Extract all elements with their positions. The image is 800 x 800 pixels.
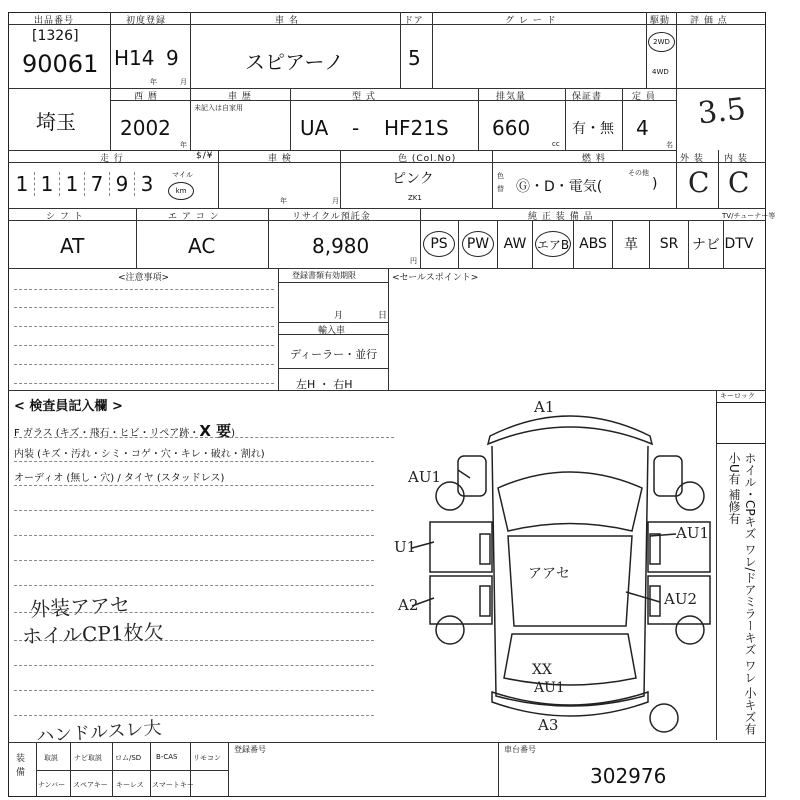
model-label: 型 式 (352, 92, 376, 102)
unit-year: 年 (150, 78, 157, 86)
color-value: ピンク (392, 171, 434, 187)
footer-item-rom-sd: ロム/SD (115, 754, 142, 762)
warranty-value: 有・無 (572, 121, 614, 137)
diagram-mark-a1: A1 (534, 398, 555, 416)
equipment-airbag (533, 220, 574, 268)
diagram-mark-au2: AU2 (664, 590, 698, 608)
fuel-other: その他 (628, 169, 649, 177)
interior-line: 内装 (キズ・汚れ・シミ・コゲ・穴・キレ・破れ・割れ) (14, 449, 265, 460)
frame-number: 302976 (590, 764, 667, 788)
footer-items-label: 装 備 (16, 754, 26, 778)
car-name: スピアーノ (245, 50, 344, 74)
equipment-label-abs: ABS (579, 236, 607, 252)
handwritten-note-1: 外装アアセ (29, 592, 131, 622)
glass-close: ) (231, 428, 236, 439)
sales-point-label: <セールスポイント> (392, 273, 479, 283)
footer-item-keyless: キーレス (116, 781, 144, 789)
footer-item-navi-manual: ナビ取説 (74, 754, 102, 762)
currency-label: $/¥ (196, 151, 214, 161)
first-reg-month: 9 (166, 46, 179, 70)
inspection-month-unit: 月 (332, 197, 339, 205)
model-code: HF21S (384, 116, 449, 140)
audio-line: オーディオ (無し・穴) / タイヤ (スタッドレス) (14, 473, 225, 484)
caution-label: <注意事項> (118, 273, 170, 283)
drive-4wd: 4WD (652, 68, 669, 76)
footer-item-plate: ナンバー (38, 781, 66, 789)
score-label: 評 価 点 (690, 16, 728, 26)
mileage-digits (10, 172, 159, 196)
handwritten-note-3: ハンドルスレ大 (35, 717, 163, 748)
footer-item-spare-key: スペアキー (73, 781, 108, 789)
score-value: 3.5 (696, 91, 748, 132)
equipment-aw (498, 220, 533, 268)
drive-2wd-circle (648, 32, 675, 52)
mileage-digit: 9 (110, 172, 135, 196)
equipment-label-dtv: DTV (724, 236, 754, 252)
lot-code: [1326] (32, 28, 79, 44)
km-unit-circle (168, 182, 194, 200)
registration-day: 日 (378, 311, 388, 321)
door-label: ドア (404, 16, 424, 26)
drive-label: 駆動 (650, 16, 671, 26)
reg-number-label: 登録番号 (234, 745, 266, 754)
exterior-label: 外 装 (680, 154, 704, 164)
import-label: 輸入車 (318, 326, 346, 336)
equipment-label-aw: AW (503, 236, 527, 252)
aircon-label: エ ア コ ン (168, 212, 220, 222)
warranty-label: 保証書 (572, 92, 603, 102)
footer-item-smart-key: スマートキー (152, 781, 194, 789)
shift-value: AT (60, 234, 85, 258)
equipment-list (420, 220, 754, 268)
model-dash: - (352, 116, 360, 140)
equipment-circle (535, 231, 571, 257)
keylock-label: キーロック (720, 392, 755, 400)
unit-month: 月 (180, 78, 187, 86)
capacity-value: 4 (636, 116, 649, 140)
equipment-navi (689, 220, 724, 268)
diagram-mark-u1: U1 (394, 538, 417, 556)
lot-label: 出品番号 (34, 16, 75, 26)
diagram-mark-au1-right: AU1 (676, 524, 710, 542)
frame-number-label: 車台番号 (504, 745, 536, 754)
import-value: ディーラー・並行 (290, 348, 378, 361)
inspection-year-unit: 年 (280, 197, 287, 205)
shift-label: シ フ ト (46, 212, 84, 222)
diagram-mark-au1-rear: AU1 (534, 680, 565, 696)
exterior-grade: C (688, 166, 710, 199)
cc-label: 排気量 (496, 92, 527, 102)
recycle-value: 8,980 (312, 234, 370, 258)
fuel-label: 燃 料 (582, 154, 606, 164)
equipment-label-navi: ナビ (692, 237, 720, 253)
registration-expiry-label: 登録書類有効期限 (292, 271, 356, 280)
equipment-label-leather: 革 (624, 237, 638, 253)
equipment-dtv (724, 220, 754, 268)
mileage-digit: 7 (85, 172, 110, 196)
diagram-mark-a2: A2 (398, 596, 419, 614)
recycle-label: リサイクル預託金 (292, 212, 371, 222)
mileage-label: 走 行 (100, 154, 124, 164)
registration-month: 月 (334, 311, 344, 321)
equipment-label: 純 正 装 備 品 (528, 212, 594, 222)
inspector-title: < 検査員記入欄 > (14, 399, 123, 414)
door-count: 5 (408, 46, 421, 70)
first-reg-year: H14 (114, 46, 155, 70)
drive-2wd: 2WD (653, 38, 670, 46)
footer-item-manual: 取説 (44, 754, 58, 762)
color-change: 色替 (497, 172, 504, 193)
model-prefix: UA (300, 116, 329, 140)
interior-grade: C (728, 166, 750, 199)
glass-text: F ガラス (キズ・飛石・ヒビ・リペア跡・ (14, 428, 200, 439)
mileage-digit: 3 (140, 172, 154, 196)
glass-mark: X 要 (199, 422, 232, 440)
equipment-leather (613, 220, 650, 268)
tv-label: TV/チューナー等 (722, 212, 776, 220)
first-reg-label: 初度登録 (126, 16, 167, 26)
fuel-close: ) (652, 176, 658, 192)
unit-year-2: 年 (180, 141, 187, 149)
mileage-digit: 1 (10, 172, 35, 196)
equipment-sr (650, 220, 689, 268)
handle-value: 左H ・ 右H (296, 378, 353, 391)
equipment-label-pw: PW (466, 236, 490, 252)
color-number: ZK1 (408, 194, 422, 202)
mile-unit: マイル (172, 171, 193, 179)
capacity-unit: 名 (666, 141, 673, 149)
prefecture: 埼玉 (36, 110, 76, 134)
diagram-mark-roof: アアセ (528, 566, 570, 582)
footer-item-bcas: B-CAS (156, 753, 178, 761)
km-unit: km (175, 187, 187, 195)
history-note: 未記入は自家用 (194, 104, 243, 112)
aircon-value: AC (188, 234, 216, 258)
displacement: 660 (492, 116, 531, 140)
keylock-box (716, 402, 766, 444)
equipment-label-airbag: エアB (536, 237, 570, 252)
diagram-mark-xx: XX (532, 662, 552, 678)
year-label: 西 暦 (134, 92, 158, 102)
interior-label: 内 装 (724, 154, 748, 164)
diagram-mark-au1-left: AU1 (408, 468, 442, 486)
footer-item-remote: リモコン (193, 754, 221, 762)
fuel-options: Ⓖ・D・電気( (516, 179, 603, 195)
grade-label: グ レ ー ド (505, 16, 557, 26)
mileage-digit: 1 (60, 172, 85, 196)
handwritten-note-2: ホイルCP1枚欠 (21, 619, 164, 649)
equipment-circle (462, 231, 494, 257)
inspection-label: 車 検 (268, 154, 292, 164)
equipment-pw (459, 220, 498, 268)
capacity-label: 定 員 (632, 92, 656, 102)
equipment-ps (420, 220, 459, 268)
diagram-mark-a3: A3 (538, 716, 559, 734)
equipment-label-sr: SR (659, 236, 679, 252)
equipment-label-ps: PS (430, 236, 448, 252)
model-year: 2002 (120, 116, 171, 140)
car-name-label: 車 名 (275, 16, 299, 26)
yen-unit: 円 (410, 257, 417, 265)
lot-number: 90061 (22, 50, 99, 78)
mileage-digit: 1 (35, 172, 60, 196)
history-label: 車 歴 (228, 92, 252, 102)
equipment-abs (574, 220, 613, 268)
cc-unit: cc (552, 140, 560, 148)
equipment-circle (423, 231, 455, 257)
color-label: 色 (Col.No) (398, 154, 457, 164)
side-legend: ホイル・CPキズ ワレ/ドアミラーキズ ワレ 小キズ有 小U有 補修有 (727, 452, 757, 736)
